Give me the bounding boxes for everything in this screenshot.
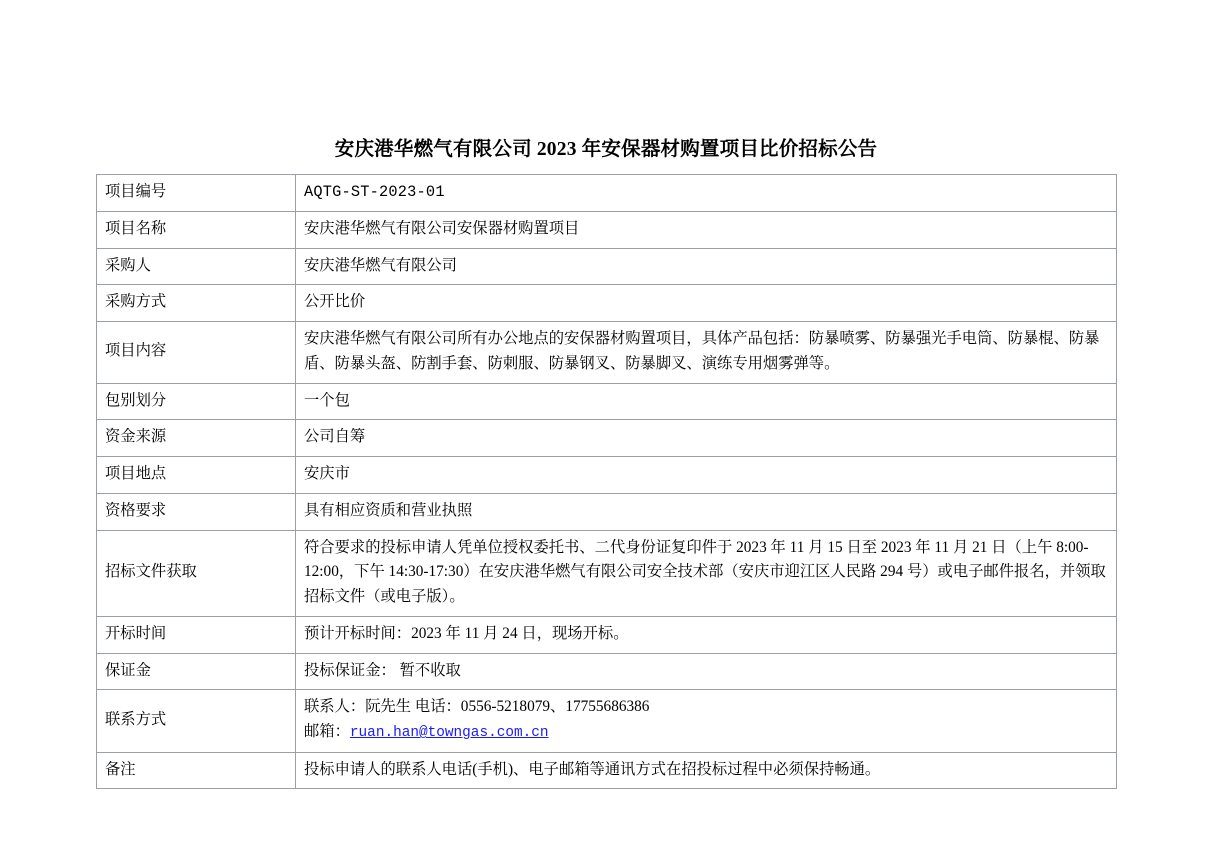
table-row [97, 653, 1117, 690]
row-value-contact [296, 690, 1117, 752]
row-value: 具有相应资质和营业执照 [296, 493, 1117, 530]
row-value: 安庆市 [296, 457, 1117, 494]
row-label: 联系方式 [97, 690, 296, 752]
row-label: 招标文件获取 [97, 530, 296, 616]
row-label: 保证金 [97, 653, 296, 690]
row-value: 预计开标时间：2023 年 11 月 24 日，现场开标。 [296, 616, 1117, 653]
email-label: 邮箱： [304, 723, 350, 741]
table-row [97, 752, 1117, 789]
row-label: 备注 [97, 752, 296, 789]
row-label: 开标时间 [97, 616, 296, 653]
row-label: 采购人 [97, 248, 296, 285]
row-label: 采购方式 [97, 285, 296, 322]
page-title: 安庆港华燃气有限公司 2023 年安保器材购置项目比价招标公告 [334, 139, 878, 160]
row-value: 公开比价 [296, 285, 1117, 322]
table-row-contact [97, 690, 1117, 752]
row-value: 安庆港华燃气有限公司安保器材购置项目 [296, 211, 1117, 248]
email-link[interactable]: ruan.han@towngas.com.cn [349, 725, 549, 742]
row-label: 资格要求 [97, 493, 296, 530]
row-value: 符合要求的投标申请人凭单位授权委托书、二代身份证复印件于 2023 年 11 月 15 日至 2023 年 11 月 21 日（上午 8:00-12:00，下午 14:30-17:30）在安庆港华燃气有限公司安全技术部（安庆市迎江区人民路 294 号）或电子邮件报名，并领取招标文件（或电子版）。 [296, 530, 1117, 616]
row-value: AQTG-ST-2023-01 [296, 175, 1117, 212]
row-value: 一个包 [296, 383, 1117, 420]
row-value: 投标申请人的联系人电话(手机)、电子邮箱等通讯方式在招投标过程中必须保持畅通。 [296, 752, 1117, 789]
table-row [97, 530, 1117, 616]
row-label: 项目地点 [97, 457, 296, 494]
row-label: 项目名称 [97, 211, 296, 248]
table-row [97, 322, 1117, 384]
row-value: 投标保证金： 暂不收取 [296, 653, 1117, 690]
table-row [97, 248, 1117, 285]
table-row [97, 211, 1117, 248]
row-value: 公司自筹 [296, 420, 1117, 457]
table-row [97, 420, 1117, 457]
row-value: 安庆港华燃气有限公司所有办公地点的安保器材购置项目，具体产品包括：防暴喷雾、防暴强光手电筒、防暴棍、防暴盾、防暴头盔、防割手套、防刺服、防暴钢叉、防暴脚叉、演练专用烟雾弹等。 [296, 322, 1117, 384]
table-row [97, 616, 1117, 653]
notice-table [96, 174, 1117, 789]
row-label: 包别划分 [97, 383, 296, 420]
row-label: 资金来源 [97, 420, 296, 457]
table-row [97, 285, 1117, 322]
row-value: 安庆港华燃气有限公司 [296, 248, 1117, 285]
table-row [97, 457, 1117, 494]
contact-email-line [304, 720, 1108, 745]
table-row [97, 493, 1117, 530]
table-row [97, 383, 1117, 420]
table-row [97, 175, 1117, 212]
notice-table-wrapper [96, 174, 1117, 789]
row-label: 项目编号 [97, 175, 296, 212]
contact-person-line: 联系人：阮先生 电话：0556-5218079、17755686386 [304, 698, 650, 716]
row-label: 项目内容 [97, 322, 296, 384]
